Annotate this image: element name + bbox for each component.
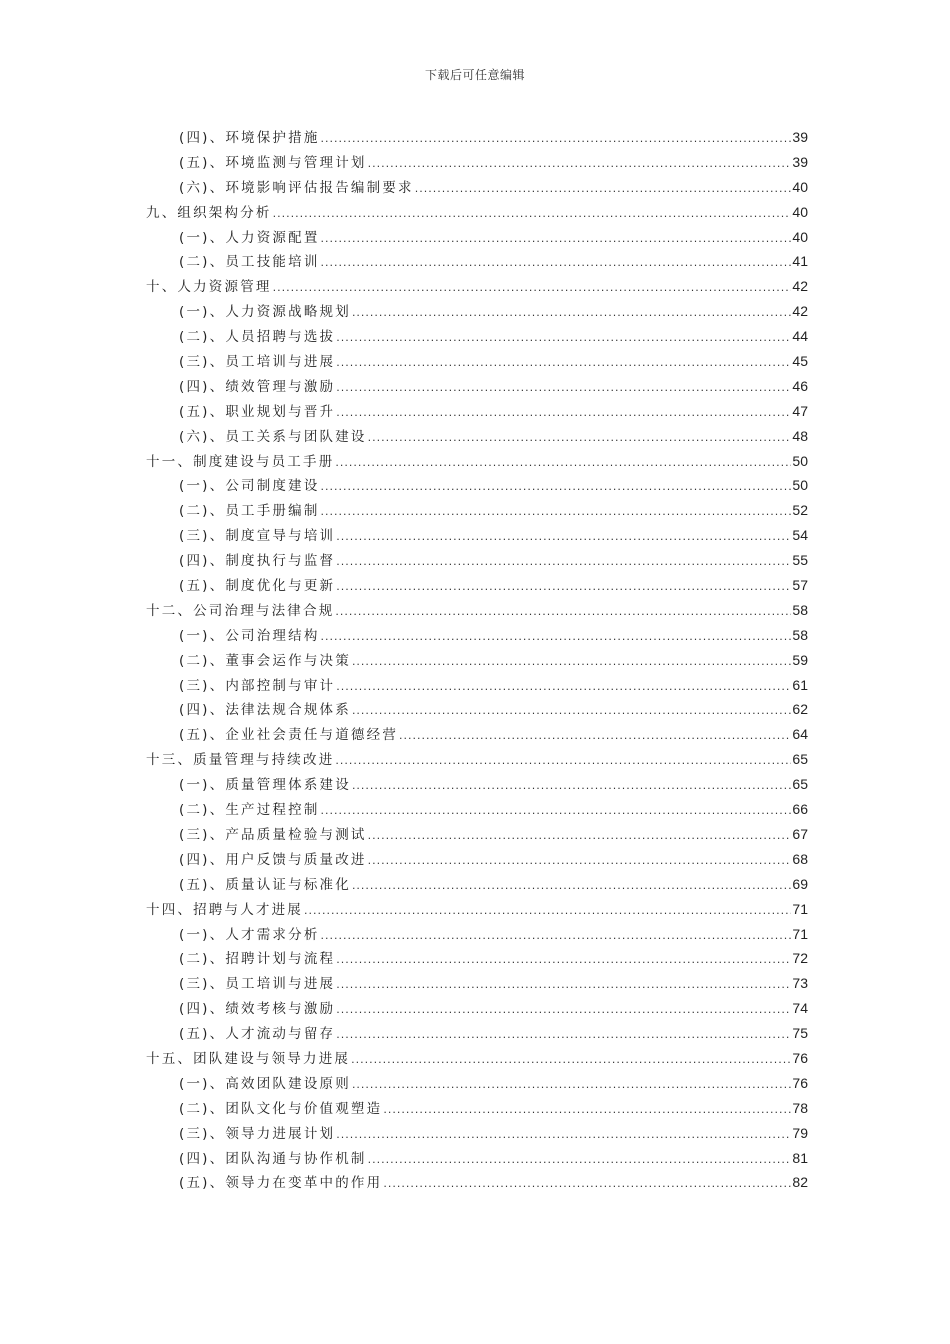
toc-section-entry[interactable] bbox=[146, 499, 808, 524]
toc-entry-label: (二)、团队文化与价值观塑造 bbox=[179, 1100, 383, 1117]
toc-section-entry[interactable] bbox=[146, 798, 808, 823]
toc-entry-label: 九、组织架构分析 bbox=[146, 204, 272, 221]
toc-section-entry[interactable] bbox=[146, 649, 808, 674]
toc-entry-label: (三)、领导力进展计划 bbox=[179, 1125, 336, 1142]
toc-entry-label: (三)、产品质量检验与测试 bbox=[179, 826, 367, 843]
toc-page-number: 68 bbox=[792, 850, 808, 867]
toc-dot-leader bbox=[335, 456, 791, 469]
toc-section-entry[interactable] bbox=[146, 997, 808, 1022]
toc-page-number: 76 bbox=[792, 1049, 808, 1066]
toc-dot-leader bbox=[336, 381, 791, 394]
toc-page-number: 79 bbox=[792, 1124, 808, 1141]
toc-entry-label: (五)、环境监测与管理计划 bbox=[179, 154, 367, 171]
toc-dot-leader bbox=[273, 281, 792, 294]
toc-entry-label: (五)、制度优化与更新 bbox=[179, 578, 336, 595]
toc-dot-leader bbox=[321, 929, 792, 942]
toc-section-entry[interactable] bbox=[146, 176, 808, 201]
toc-dot-leader bbox=[352, 1078, 791, 1091]
toc-dot-leader bbox=[368, 157, 792, 170]
toc-dot-leader bbox=[352, 879, 791, 892]
toc-page-number: 67 bbox=[792, 825, 808, 842]
toc-dot-leader bbox=[383, 1103, 791, 1116]
toc-dot-leader bbox=[368, 1153, 792, 1166]
toc-dot-leader bbox=[336, 406, 791, 419]
toc-chapter-entry[interactable] bbox=[146, 599, 808, 624]
toc-entry-label: (五)、职业规划与晋升 bbox=[179, 403, 336, 420]
toc-page-number: 71 bbox=[792, 900, 808, 917]
toc-page-number: 41 bbox=[792, 253, 808, 270]
toc-page-number: 57 bbox=[792, 577, 808, 594]
toc-page-number: 82 bbox=[792, 1174, 808, 1191]
toc-entry-label: (二)、员工技能培训 bbox=[179, 254, 320, 271]
toc-dot-leader bbox=[335, 754, 791, 767]
toc-page-number: 76 bbox=[792, 1074, 808, 1091]
toc-page-number: 81 bbox=[792, 1149, 808, 1166]
toc-page-number: 58 bbox=[792, 626, 808, 643]
toc-dot-leader bbox=[321, 132, 792, 145]
toc-page-number: 58 bbox=[792, 601, 808, 618]
toc-entry-label: (五)、领导力在变革中的作用 bbox=[179, 1175, 383, 1192]
toc-page-number: 42 bbox=[792, 303, 808, 320]
toc-dot-leader bbox=[336, 1128, 791, 1141]
toc-section-entry[interactable] bbox=[146, 848, 808, 873]
toc-page-number: 62 bbox=[792, 701, 808, 718]
toc-page-number: 78 bbox=[792, 1099, 808, 1116]
toc-page-number: 45 bbox=[792, 353, 808, 370]
toc-section-entry[interactable] bbox=[146, 350, 808, 375]
toc-entry-label: (四)、制度执行与监督 bbox=[179, 553, 336, 570]
toc-entry-label: (五)、质量认证与标准化 bbox=[179, 876, 351, 893]
toc-section-entry[interactable] bbox=[146, 1072, 808, 1097]
toc-section-entry[interactable] bbox=[146, 1147, 808, 1172]
toc-section-entry[interactable] bbox=[146, 723, 808, 748]
toc-entry-label: (四)、环境保护措施 bbox=[179, 130, 320, 146]
toc-entry-label: (四)、用户反馈与质量改进 bbox=[179, 851, 367, 868]
toc-section-entry[interactable] bbox=[146, 873, 808, 898]
toc-entry-label: (六)、环境影响评估报告编制要求 bbox=[179, 179, 414, 196]
toc-section-entry[interactable] bbox=[146, 698, 808, 723]
toc-page-number: 40 bbox=[792, 228, 808, 245]
toc-dot-leader bbox=[335, 605, 791, 618]
toc-dot-leader bbox=[352, 704, 791, 717]
toc-dot-leader bbox=[321, 256, 792, 269]
toc-chapter-entry[interactable] bbox=[146, 201, 808, 226]
toc-entry-label: (一)、人力资源配置 bbox=[179, 229, 320, 246]
toc-page-number: 66 bbox=[792, 801, 808, 818]
toc-dot-leader bbox=[321, 804, 792, 817]
toc-entry-label: (一)、质量管理体系建设 bbox=[179, 777, 351, 794]
toc-dot-leader bbox=[351, 1053, 791, 1066]
toc-dot-leader bbox=[336, 331, 791, 344]
toc-dot-leader bbox=[368, 431, 792, 444]
toc-dot-leader bbox=[368, 854, 792, 867]
toc-section-entry[interactable] bbox=[146, 126, 808, 151]
toc-section-entry[interactable] bbox=[146, 773, 808, 798]
toc-page-number: 61 bbox=[792, 676, 808, 693]
toc-section-entry[interactable] bbox=[146, 947, 808, 972]
toc-chapter-entry[interactable] bbox=[146, 898, 808, 923]
toc-entry-label: (二)、生产过程控制 bbox=[179, 802, 320, 819]
toc-entry-label: 十、人力资源管理 bbox=[146, 279, 272, 296]
toc-page-number: 42 bbox=[792, 278, 808, 295]
toc-section-entry[interactable] bbox=[146, 250, 808, 275]
toc-page-number: 40 bbox=[792, 203, 808, 220]
toc-section-entry[interactable] bbox=[146, 425, 808, 450]
toc-section-entry[interactable] bbox=[146, 151, 808, 176]
toc-page-number: 74 bbox=[792, 1000, 808, 1017]
toc-dot-leader bbox=[352, 306, 791, 319]
toc-section-entry[interactable] bbox=[146, 549, 808, 574]
toc-entry-label: (四)、团队沟通与协作机制 bbox=[179, 1150, 367, 1167]
toc-dot-leader bbox=[336, 580, 791, 593]
toc-page-number: 65 bbox=[792, 751, 808, 768]
toc-dot-leader bbox=[273, 207, 792, 220]
toc-page-number: 72 bbox=[792, 950, 808, 967]
toc-entry-label: (一)、人力资源战略规划 bbox=[179, 304, 351, 321]
toc-entry-label: (二)、员工手册编制 bbox=[179, 503, 320, 520]
toc-chapter-entry[interactable] bbox=[146, 275, 808, 300]
toc-entry-label: (三)、内部控制与审计 bbox=[179, 677, 336, 694]
toc-entry-label: (五)、人才流动与留存 bbox=[179, 1026, 336, 1043]
toc-dot-leader bbox=[399, 729, 791, 742]
toc-dot-leader bbox=[336, 530, 791, 543]
toc-entry-label: (一)、公司治理结构 bbox=[179, 627, 320, 644]
toc-dot-leader bbox=[368, 829, 792, 842]
toc-dot-leader bbox=[352, 779, 791, 792]
toc-dot-leader bbox=[336, 953, 791, 966]
toc-entry-label: (三)、制度宣导与培训 bbox=[179, 528, 336, 545]
toc-entry-label: (四)、绩效考核与激励 bbox=[179, 1001, 336, 1018]
toc-section-entry[interactable] bbox=[146, 674, 808, 699]
toc-dot-leader bbox=[336, 1028, 791, 1041]
toc-section-entry[interactable] bbox=[146, 325, 808, 350]
toc-page-number: 65 bbox=[792, 776, 808, 793]
toc-page-number: 39 bbox=[792, 153, 808, 170]
toc-dot-leader bbox=[415, 182, 792, 195]
toc-entry-label: (三)、员工培训与进展 bbox=[179, 976, 336, 993]
toc-dot-leader bbox=[352, 655, 791, 668]
toc-section-entry[interactable] bbox=[146, 972, 808, 997]
toc-page-number: 75 bbox=[792, 1025, 808, 1042]
toc-section-entry[interactable] bbox=[146, 923, 808, 948]
toc-dot-leader bbox=[321, 505, 792, 518]
toc-entry-label: 十一、制度建设与员工手册 bbox=[146, 453, 335, 470]
toc-entry-label: (一)、人才需求分析 bbox=[179, 926, 320, 943]
toc-page-number: 73 bbox=[792, 975, 808, 992]
toc-dot-leader bbox=[383, 1177, 791, 1190]
toc-page-number: 71 bbox=[792, 925, 808, 942]
toc-entry-label: (一)、高效团队建设原则 bbox=[179, 1075, 351, 1092]
toc-section-entry[interactable] bbox=[146, 1122, 808, 1147]
toc-entry-label: (六)、员工关系与团队建设 bbox=[179, 428, 367, 445]
toc-page-number: 69 bbox=[792, 875, 808, 892]
toc-chapter-entry[interactable] bbox=[146, 1047, 808, 1072]
toc-page-number: 54 bbox=[792, 527, 808, 544]
toc-dot-leader bbox=[321, 480, 792, 493]
toc-dot-leader bbox=[321, 630, 792, 643]
toc-page-number: 47 bbox=[792, 402, 808, 419]
toc-entry-label: (四)、绩效管理与激励 bbox=[179, 378, 336, 395]
toc-page-number: 44 bbox=[792, 328, 808, 345]
toc-dot-leader bbox=[336, 356, 791, 369]
toc-page-number: 50 bbox=[792, 477, 808, 494]
toc-page-number: 46 bbox=[792, 377, 808, 394]
toc-entry-label: (五)、企业社会责任与道德经营 bbox=[179, 727, 399, 744]
toc-section-entry[interactable] bbox=[146, 524, 808, 549]
toc-section-entry[interactable] bbox=[146, 1022, 808, 1047]
toc-dot-leader bbox=[336, 1003, 791, 1016]
toc-section-entry[interactable] bbox=[146, 375, 808, 400]
toc-entry-label: (四)、法律法规合规体系 bbox=[179, 702, 351, 719]
toc-entry-label: (三)、员工培训与进展 bbox=[179, 354, 336, 371]
toc-entry-label: (二)、董事会运作与决策 bbox=[179, 652, 351, 669]
toc-dot-leader bbox=[336, 680, 791, 693]
toc-entry-label: 十五、团队建设与领导力进展 bbox=[146, 1050, 351, 1067]
toc-dot-leader bbox=[336, 555, 791, 568]
toc-section-entry[interactable] bbox=[146, 1097, 808, 1122]
toc-section-entry[interactable] bbox=[146, 400, 808, 425]
toc-page-number: 40 bbox=[792, 178, 808, 195]
toc-entry-label: (一)、公司制度建设 bbox=[179, 478, 320, 495]
toc-section-entry[interactable] bbox=[146, 823, 808, 848]
toc-page-number: 39 bbox=[792, 129, 808, 145]
toc-page-number: 48 bbox=[792, 427, 808, 444]
toc-entry-label: 十三、质量管理与持续改进 bbox=[146, 752, 335, 769]
toc-entry-label: 十四、招聘与人才进展 bbox=[146, 901, 303, 918]
toc-page-number: 52 bbox=[792, 502, 808, 519]
toc-page-number: 50 bbox=[792, 452, 808, 469]
toc-section-entry[interactable] bbox=[146, 574, 808, 599]
toc-page-number: 55 bbox=[792, 552, 808, 569]
toc-dot-leader bbox=[304, 904, 791, 917]
toc-page-number: 64 bbox=[792, 726, 808, 743]
toc-section-entry[interactable] bbox=[146, 300, 808, 325]
page-header: 下载后可任意编辑 bbox=[424, 68, 525, 82]
toc-section-entry[interactable] bbox=[146, 474, 808, 499]
table-of-contents bbox=[146, 126, 808, 1196]
toc-dot-leader bbox=[321, 232, 792, 245]
toc-section-entry[interactable] bbox=[146, 1171, 808, 1196]
toc-entry-label: (二)、人员招聘与选拔 bbox=[179, 329, 336, 346]
toc-dot-leader bbox=[336, 978, 791, 991]
toc-section-entry[interactable] bbox=[146, 226, 808, 251]
toc-entry-label: (二)、招聘计划与流程 bbox=[179, 951, 336, 968]
toc-entry-label: 十二、公司治理与法律合规 bbox=[146, 602, 335, 619]
toc-section-entry[interactable] bbox=[146, 624, 808, 649]
toc-page-number: 59 bbox=[792, 651, 808, 668]
toc-chapter-entry[interactable] bbox=[146, 450, 808, 475]
toc-chapter-entry[interactable] bbox=[146, 748, 808, 773]
